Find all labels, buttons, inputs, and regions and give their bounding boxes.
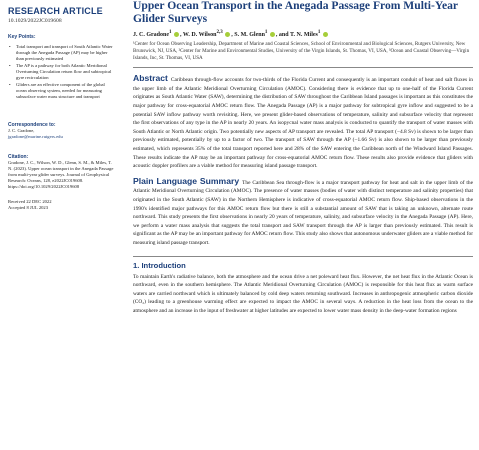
introduction-heading: 1. Introduction	[133, 256, 473, 270]
plain-language-summary-heading: Plain Language Summary	[133, 175, 240, 186]
abstract-heading: Abstract	[133, 73, 168, 84]
orcid-icon[interactable]	[225, 32, 230, 37]
citation-title: Citation:	[8, 154, 29, 160]
article-type: RESEARCH ARTICLE	[8, 6, 103, 16]
author-name[interactable]: W. D. Wilson	[182, 32, 217, 38]
orcid-icon[interactable]	[323, 32, 328, 37]
affiliations: ¹Center for Ocean Observing Leadership, Department of Marine and Coastal Sciences, School of Environmental and Biological Sciences, Rutgers University, New Brunswick, NJ, USA, ²Center for Marine and Environmental Studies, University of the Virgin Islands, St. Thomas, VI, USA, ³Ocean and Coastal Observing—Virgin Islands, Inc, St. Thomas, VI, USA	[133, 41, 473, 68]
correspondence-title: Correspondence to:	[8, 122, 56, 128]
author-name[interactable]: T. N. Miles	[289, 32, 318, 38]
sidebar	[8, 6, 116, 211]
main-content	[133, 0, 473, 316]
key-points-title: Key Points:	[8, 34, 36, 40]
received-date: Received 22 DEC 2022	[8, 199, 52, 204]
key-point-3: • Gliders are an effective component of the global ocean observing system, needed for measuring subsurface water mass structure and transport	[8, 82, 116, 100]
plain-language-summary-section	[133, 177, 473, 248]
introduction-text: To maintain Earth's radiative balance, both the atmosphere and the ocean drive a net poleward heat flux. However, the net heat flux in the Atlantic Ocean is northward, even in the southern hemisphere. The Atlantic Meridional Overturning Circulation (AMOC) is responsible for this heat flux as warm surface waters are carried northward which is ultimately balanced by cold deep waters returning southward. Increases in anthropogenic atmospheric carbon dioxide (CO₂) leading to a greenhouse warming effect are expected to impact the AMOC in several ways. A reduction in the heat loss from the ocean to the atmosphere and an increase in the input of freshwater at higher latitudes are expected to lower water mass density in the deep-water formation regions	[133, 273, 473, 314]
article-title: Upper Ocean Transport in the Anegada Passage From Multi-Year Glider Surveys	[133, 0, 458, 25]
accepted-date: Accepted 8 JUL 2023	[8, 205, 49, 210]
author-name[interactable]: J. C. Gradone	[133, 32, 169, 38]
correspondence-email-link[interactable]: jgradone@marine.rutgers.edu	[8, 134, 63, 139]
correspondence-name: J. C. Gradone,	[8, 128, 35, 133]
plain-language-summary-text: The Caribbean Sea through-flow is a major transport pathway for heat and salt in the upper limb of the Atlantic Meridional Overturning Circulation (AMOC). The presence of water masses (bodies of water with distinct temperature and salinity properties) that originated in the South Atlantic (SAW) in the Northern Hemisphere is indicative of cross-equatorial AMOC return flow. Ship-based observations in the 1990's identified major pathways for this AMOC return flow but there is still a substantial amount of SAW that is taking an unknown, alternate route northward. This study presents the first observations in nearly 20 years of temperature, salinity, and subsurface velocity in the Anegada Passage (AP). Here, we perform a water mass analysis that suggests the total transport and SAW transport through the AP is larger than previously estimated. This result is significant as the AP may be an important pathway for AMOC return flow. This study also shows that autonomous underwater gliders are a viable method for measuring island passage transport.	[133, 179, 473, 246]
orcid-icon[interactable]	[174, 32, 179, 37]
key-points-list	[8, 44, 116, 100]
key-point-2: • The AP is a pathway for both Atlantic Meridional Overturning Circulation return flow and subtropical gyre recirculation	[8, 63, 116, 81]
key-point-1: • Total transport and transport of South Atlantic Water through the Anegada Passage (AP) may be higher than previously estimated	[8, 44, 116, 62]
author-list: J. C. Gradone$^1$ , W. D. Wilson$^{2,3}$ , S. M. Glenn$^1$ , and T. N. Miles$^1$	[133, 30, 473, 38]
author-name[interactable]: S. M. Glenn	[234, 32, 265, 38]
article-doi[interactable]: 10.1029/2022JC019608	[8, 18, 62, 24]
orcid-icon[interactable]	[270, 32, 275, 37]
abstract-text: Caribbean through-flow accounts for two-thirds of the Florida Current and consequently is an important conduit of heat and salt fluxes in the upper limb of the Atlantic Meridional Overturning Circulation (AMOC). Considering there is evidence that up to one-half of the Florida Current originates as South Atlantic Water (SAW), determining the distribution of SAW throughout the Caribbean Island passages is important as this constitutes the major pathway for cross-equatorial AMOC return flow. The Anegada Passage (AP) is a major pathway for subtropical gyre inflow and suggested to be a potential SAW inflow pathway worth revisiting. Here, we present glider-based observations of temperature, salinity and subsurface velocity that represent the first observations of any type in the AP in nearly 20 years. An isopycnal water mass analysis is conducted to quantify the transport of water masses with South Atlantic or North Atlantic origin. Two potentially new aspects of AP transport are revealed. The total AP transport (−4.8 Sv) is shown to be larger than previously estimated, potentially by up to a factor of two. The transport of SAW through the AP (−1.66 Sv) is also shown to be larger than previously estimated, which represents 35% of the total transport reported here and 28% of the SAW entering the Caribbean north of the Windward Island Passages. These results indicate the AP may be an important pathway for cross-equatorial AMOC return flow. These results also provide evidence that gliders with acoustic doppler profilers are a viable method for measuring island passage transport.	[133, 77, 473, 170]
citation-text[interactable]: Gradone, J. C., Wilson, W. D., Glenn, S. M., & Miles, T. N. (2023). Upper ocean transport in the Anegada Passage from multi-year glider surveys. Journal of Geophysical Research: Oceans, 128, e2022JC019608. https://doi.org/10.1029/2022JC019608	[8, 160, 114, 189]
abstract-section	[133, 74, 473, 171]
